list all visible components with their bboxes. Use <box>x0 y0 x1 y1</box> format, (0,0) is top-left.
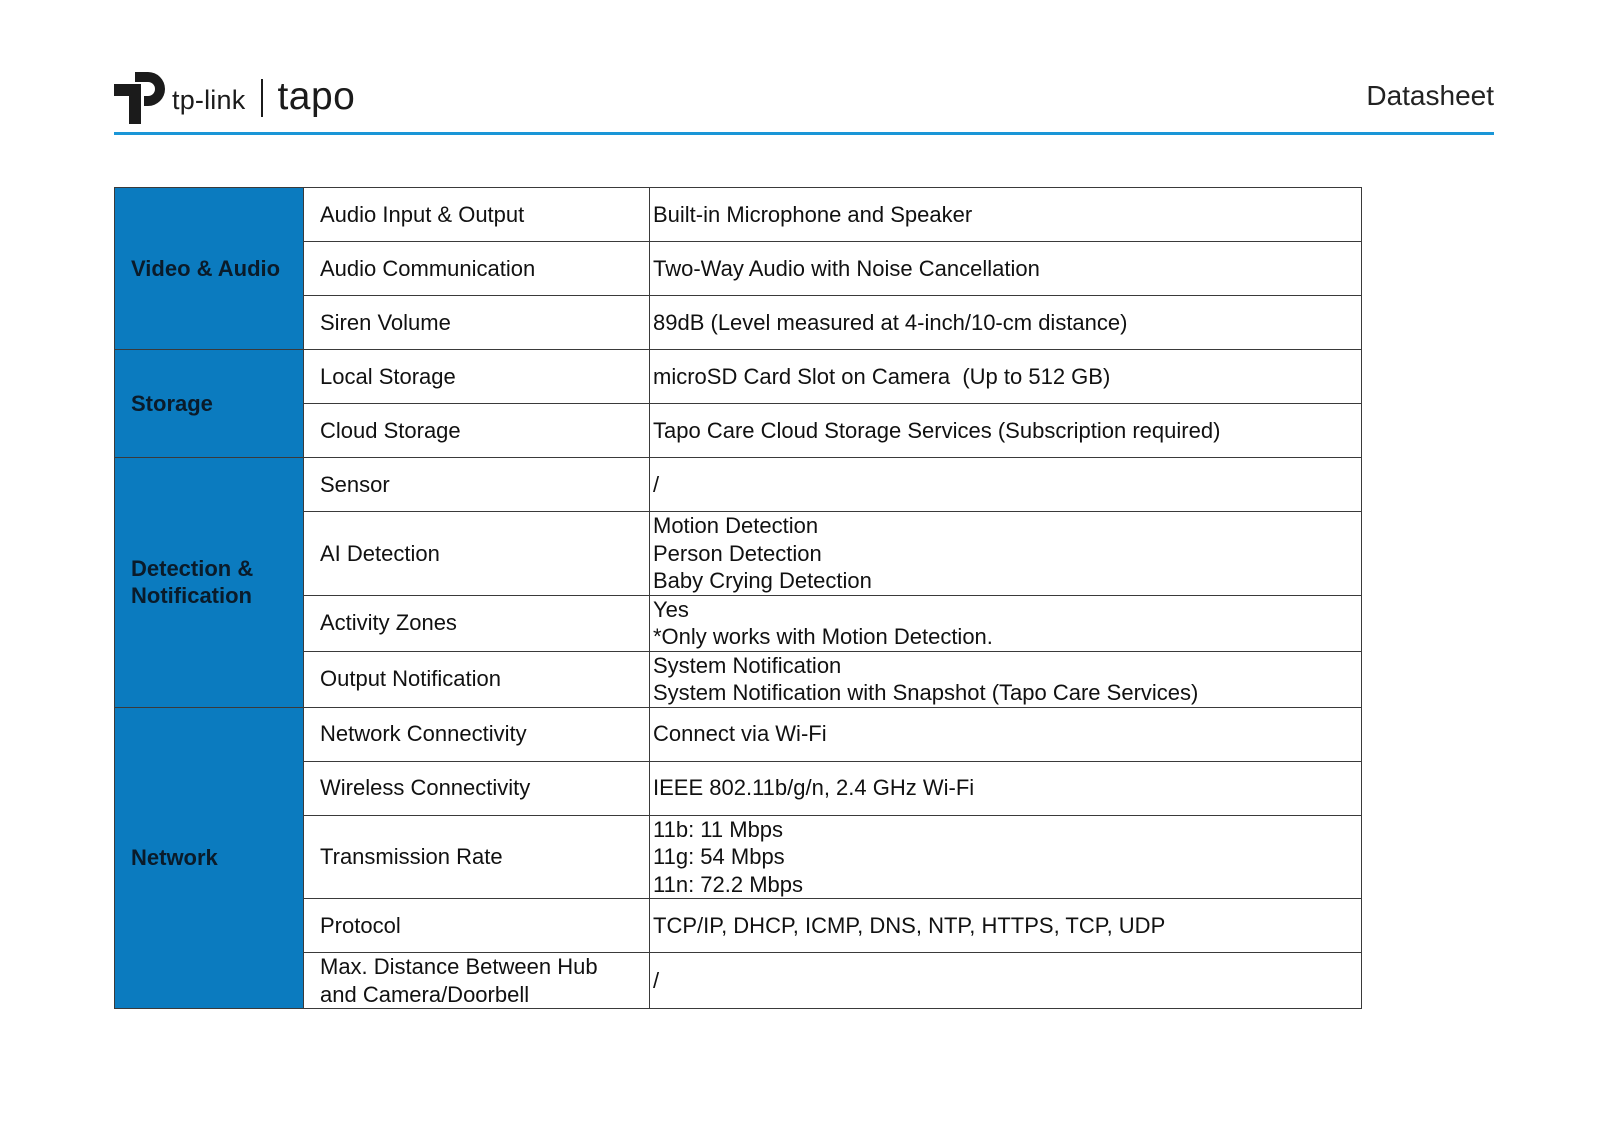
feature-cell: Output Notification <box>304 651 650 707</box>
value-line: System Notification <box>653 652 842 678</box>
value-cell <box>650 296 1362 350</box>
feature-cell: Local Storage <box>304 350 650 404</box>
feature-cell: Protocol <box>304 899 650 953</box>
value-cell <box>650 404 1362 458</box>
feature-cell: Network Connectivity <box>304 707 650 761</box>
value-line: Connect via Wi-Fi <box>653 721 827 747</box>
value-cell <box>650 953 1362 1009</box>
feature-cell: Sensor <box>304 458 650 512</box>
feature-cell: Audio Input & Output <box>304 188 650 242</box>
tplink-logo-icon <box>114 70 166 126</box>
value-line: 11g: 54 Mbps <box>653 844 785 869</box>
value-line: System Notification with Snapshot (Tapo Care Services) <box>653 680 1199 705</box>
table-row <box>115 350 1362 404</box>
value-line: Person Detection <box>653 540 822 566</box>
category-cell: Video & Audio <box>115 188 304 350</box>
value-cell <box>650 761 1362 815</box>
value-cell <box>650 458 1362 512</box>
value-cell <box>650 512 1362 596</box>
feature-cell: AI Detection <box>304 512 650 596</box>
header-rule <box>114 132 1494 135</box>
value-line: IEEE 802.11b/g/n, 2.4 GHz Wi-Fi <box>653 775 975 801</box>
spec-table <box>114 187 1362 1009</box>
value-cell <box>650 350 1362 404</box>
value-line: / <box>653 471 660 497</box>
value-cell <box>650 651 1362 707</box>
value-cell <box>650 188 1362 242</box>
brand-tapo: tapo <box>277 75 356 118</box>
value-line: Tapo Care Cloud Storage Services (Subscription required) <box>653 417 1221 443</box>
value-cell <box>650 815 1362 899</box>
value-line: Yes <box>653 596 689 622</box>
page-header <box>114 68 1494 136</box>
feature-cell: Activity Zones <box>304 595 650 651</box>
feature-cell: Siren Volume <box>304 296 650 350</box>
value-cell <box>650 595 1362 651</box>
value-cell <box>650 242 1362 296</box>
value-line: Baby Crying Detection <box>653 568 872 593</box>
value-cell <box>650 707 1362 761</box>
value-line: 11b: 11 Mbps <box>653 816 784 842</box>
feature-cell: Wireless Connectivity <box>304 761 650 815</box>
value-line: *Only works with Motion Detection. <box>653 624 993 649</box>
value-line: Two-Way Audio with Noise Cancellation <box>653 255 1040 281</box>
value-line: / <box>653 967 660 993</box>
value-line: TCP/IP, DHCP, ICMP, DNS, NTP, HTTPS, TCP, UDP <box>653 912 1166 938</box>
value-line: Motion Detection <box>653 513 819 538</box>
table-row <box>115 458 1362 512</box>
brand-divider <box>261 79 263 117</box>
category-cell: Detection & Notification <box>115 458 304 708</box>
value-line: 89dB (Level measured at 4-inch/10-cm distance) <box>653 309 1128 335</box>
value-line: microSD Card Slot on Camera (Up to 512 GB) <box>653 363 1111 389</box>
feature-cell: Audio Communication <box>304 242 650 296</box>
feature-cell: Transmission Rate <box>304 815 650 899</box>
category-cell: Storage <box>115 350 304 458</box>
table-row <box>115 707 1362 761</box>
table-row <box>115 188 1362 242</box>
feature-cell: Max. Distance Between Hub and Camera/Doorbell <box>304 953 650 1009</box>
value-line: 11n: 72.2 Mbps <box>653 871 804 897</box>
document-type: Datasheet <box>1366 80 1494 111</box>
tplink-tapo-logo <box>114 70 355 126</box>
brand-tplink: tp-link <box>172 84 246 115</box>
feature-cell: Cloud Storage <box>304 404 650 458</box>
value-line: Built-in Microphone and Speaker <box>653 201 973 227</box>
category-cell: Network <box>115 707 304 1009</box>
value-cell <box>650 899 1362 953</box>
